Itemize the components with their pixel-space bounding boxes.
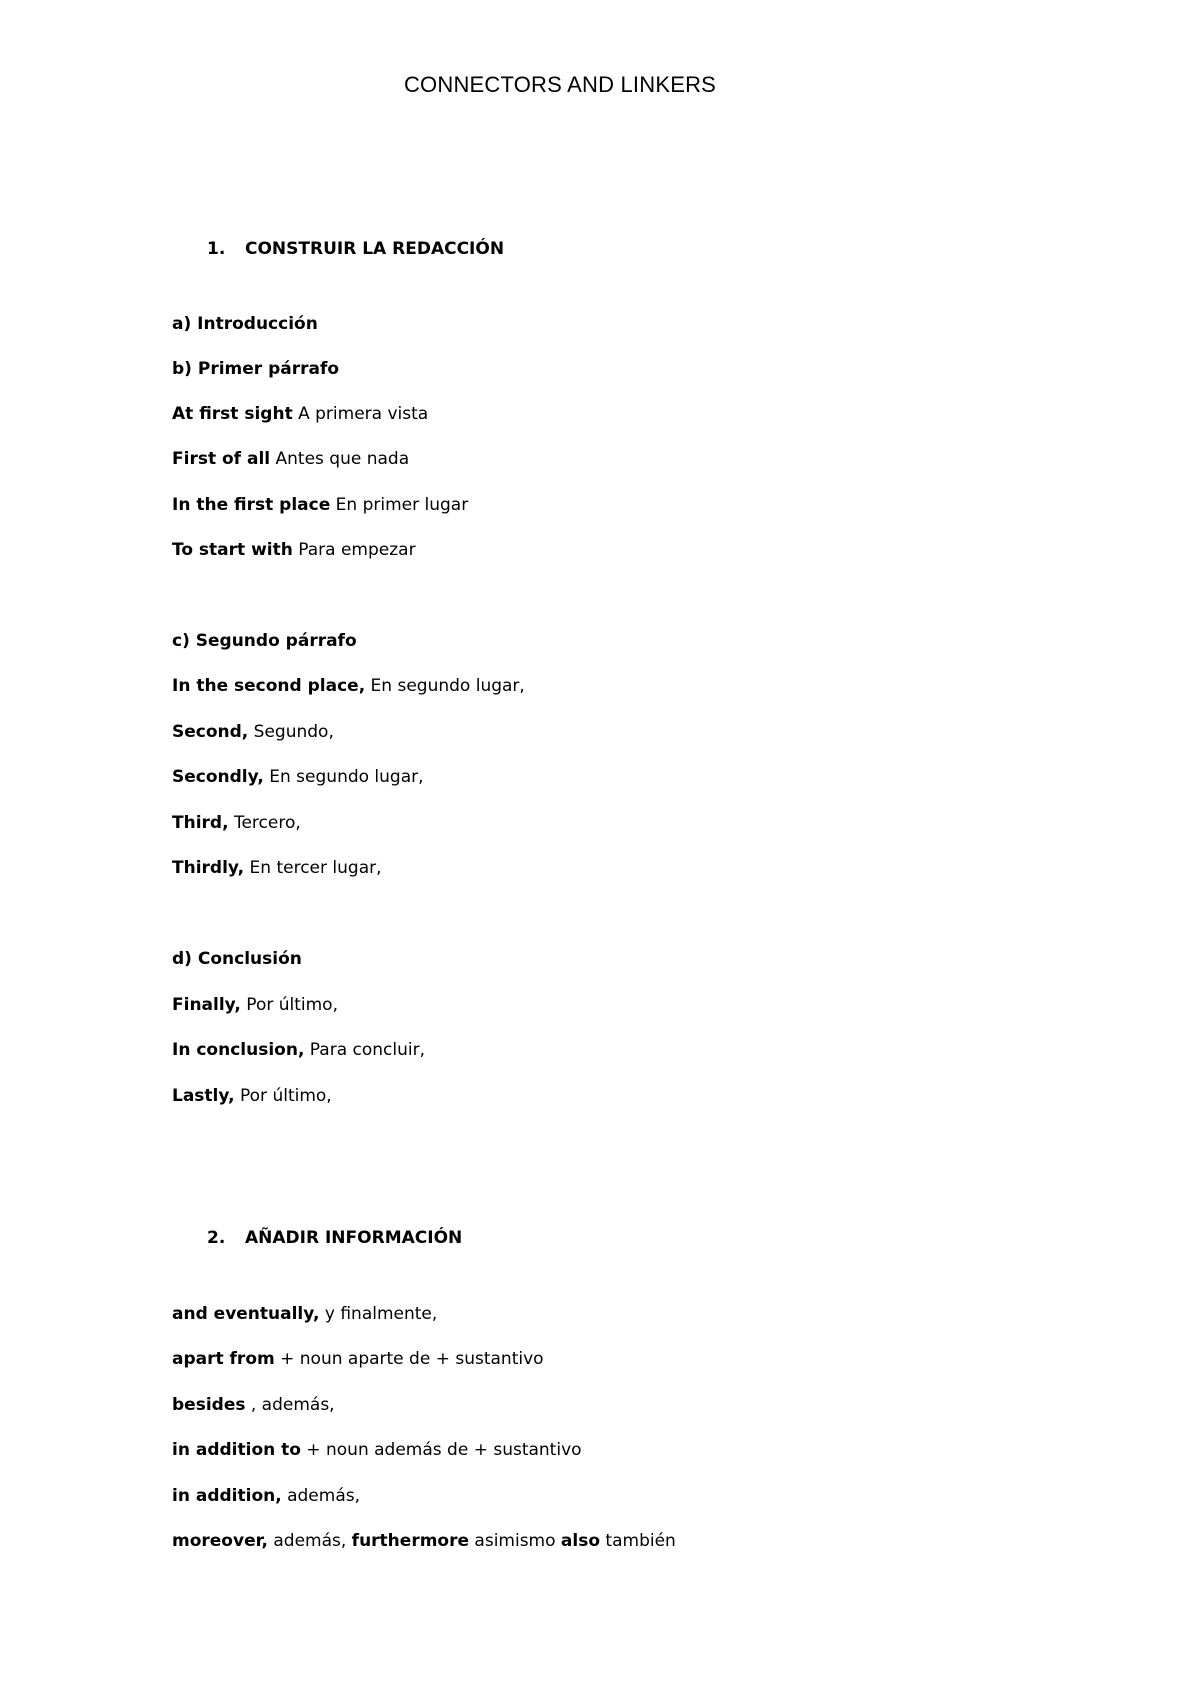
list-item: In conclusion, Para concluir,	[172, 1040, 426, 1060]
list-item: In the second place, En segundo lugar,	[172, 676, 525, 696]
section-title: AÑADIR INFORMACIÓN	[245, 1228, 463, 1248]
document-title: CONNECTORS AND LINKERS	[403, 72, 717, 97]
subsection-label-introduccion: a) Introducción	[172, 314, 318, 334]
section-heading-2	[207, 1227, 462, 1249]
list-item: Secondly, En segundo lugar,	[172, 767, 424, 787]
list-item: At first sight A primera vista	[172, 404, 429, 424]
list-item: apart from + noun aparte de + sustantivo	[172, 1349, 544, 1369]
list-item: First of all Antes que nada	[172, 449, 410, 469]
list-item: Finally, Por último,	[172, 995, 338, 1015]
list-item: in addition to + noun además de + sustantivo	[172, 1440, 582, 1460]
list-item: Third, Tercero,	[172, 813, 301, 833]
section-heading-1	[207, 238, 504, 260]
subsection-label-conclusion: d) Conclusión	[172, 949, 302, 969]
list-item: and eventually, y finalmente,	[172, 1304, 438, 1324]
list-item: In the first place En primer lugar	[172, 495, 469, 515]
section-number: 1.	[207, 239, 226, 259]
list-item: Lastly, Por último,	[172, 1086, 332, 1106]
section-title: CONSTRUIR LA REDACCIÓN	[245, 239, 505, 259]
list-item: in addition, además,	[172, 1486, 360, 1506]
list-item: Second, Segundo,	[172, 722, 334, 742]
list-item: Thirdly, En tercer lugar,	[172, 858, 382, 878]
section-number: 2.	[207, 1228, 226, 1248]
subsection-label-segundo-parrafo: c) Segundo párrafo	[172, 631, 357, 651]
list-item: moreover, además, furthermore asimismo also también	[172, 1531, 676, 1551]
subsection-label-primer-parrafo: b) Primer párrafo	[172, 359, 340, 379]
list-item: To start with Para empezar	[172, 540, 416, 560]
list-item: besides , además,	[172, 1395, 335, 1415]
